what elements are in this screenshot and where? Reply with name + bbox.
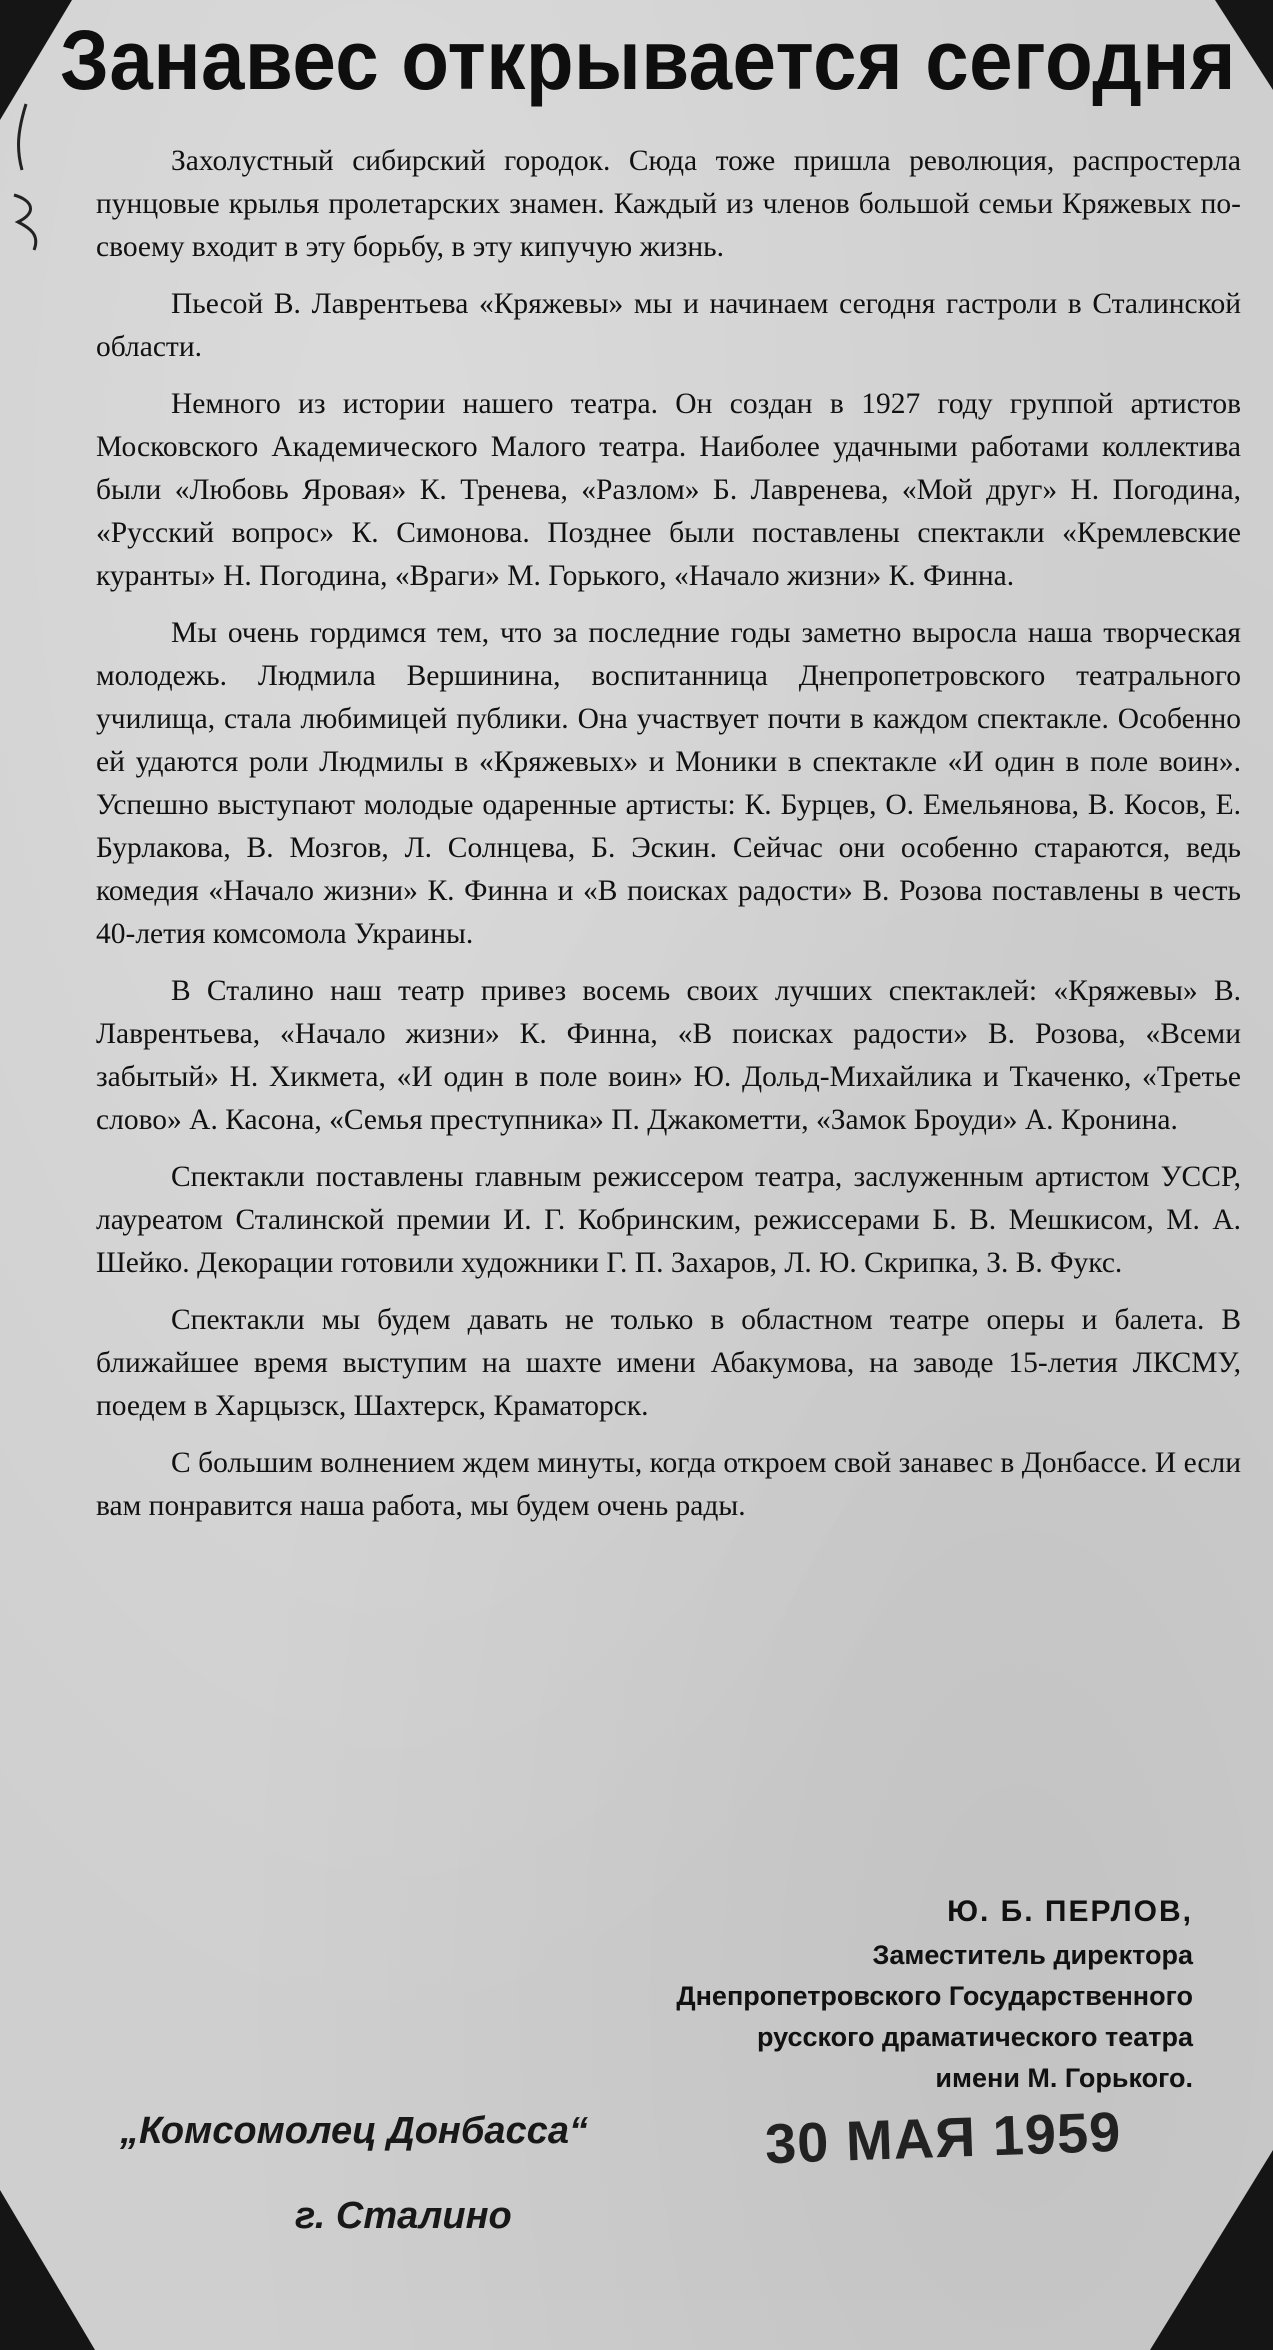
source-newspaper: „Комсомолец Донбасса“ <box>120 2110 588 2152</box>
paragraph: Немного из истории нашего театра. Он создан в 1927 году группой артистов Московского Академического Малого театра. Наиболее удачными работами коллектива были «Любовь Яровая» К. Тренева, «Разлом» Б. Лавренева, «Мой друг» Н. Погодина, «Русский вопрос» К. Симонова. Позднее были поставлены спектакли «Кремлевские куранты» Н. Погодина, «Враги» М. Горького, «Начало жизни» К. Финна. <box>96 388 1241 592</box>
signature-line: русского драматического театра <box>756 2022 1193 2052</box>
source-city: г. Сталино <box>295 2195 512 2237</box>
pencil-mark <box>4 100 50 260</box>
paragraph: Захолустный сибирский городок. Сюда тоже пришла революция, распростерла пунцовые крылья пролетарских знамен. Каждый из членов большой семьи Кряжевых по-своему входит в эту борьбу, в эту кипучую жизнь. <box>96 145 1241 263</box>
paragraph: Пьесой В. Лаврентьева «Кряжевы» мы и начинаем сегодня гастроли в Сталинской области. <box>96 288 1241 363</box>
paragraph: В Сталино наш театр привез восемь своих лучших спектаклей: «Кряжевы» В. Лаврентьева, «Начало жизни» К. Финна, «В поисках радости» В. Розова, «Всеми забытый» Н. Хикмета, «И один в поле воин» Ю. Дольд-Михайлика и Ткаченко, «Третье слово» А. Касона, «Семья преступника» П. Джакометти, «Замок Броуди» А. Кронина. <box>96 975 1241 1136</box>
date-stamp: 30 МАЯ 1959 <box>764 2099 1123 2176</box>
paragraph: Спектакли мы будем давать не только в областном театре оперы и балета. В ближайшее время выступим на шахте имени Абакумова, на заводе 15-летия ЛКСМУ, поедем в Харцызск, Шахтерск, Краматорск. <box>96 1304 1241 1422</box>
signature-line: Днепропетровского Государственного <box>676 1981 1193 2011</box>
article-headline: Занавес открывается сегодня <box>60 13 1236 107</box>
paragraph: Мы очень гордимся тем, что за последние годы заметно выросла наша творческая молодежь. Людмила Вершинина, воспитанница Днепропетровского театрального училища, стала любимицей публики. Она участвует почти в каждом спектакле. Особенно ей удаются роли Людмилы в «Кряжевых» и Моники в спектакле «И один в поле воин». Успешно выступают молодые одаренные артисты: К. Бурцев, О. Емельянова, В. Косов, Е. Бурлакова, В. Мозгов, Л. Солнцева, Б. Эскин. Сейчас они особенно стараются, ведь комедия «Начало жизни» К. Финна и «В поисках радости» В. Розова поставлены в честь 40-летия комсомола Украины. <box>96 617 1241 950</box>
paragraph: Спектакли поставлены главным режиссером театра, заслуженным артистом УССР, лауреатом Сталинской премии И. Г. Кобринским, режиссерами Б. В. Мешкисом, М. А. Шейко. Декорации готовили художники Г. П. Захаров, Л. Ю. Скрипка, З. В. Фукс. <box>96 1161 1241 1279</box>
signature-author: Ю. Б. ПЕРЛОВ, <box>947 1895 1193 1928</box>
signature-line: Заместитель директора <box>872 1940 1193 1970</box>
signature-line: имени М. Горького. <box>935 2063 1193 2093</box>
signature-block <box>676 1895 1193 2099</box>
paragraph: С большим волнением ждем минуты, когда откроем свой занавес в Донбассе. И если вам понравится наша работа, мы будем очень рады. <box>96 1447 1241 1522</box>
article-body <box>96 140 1241 1542</box>
